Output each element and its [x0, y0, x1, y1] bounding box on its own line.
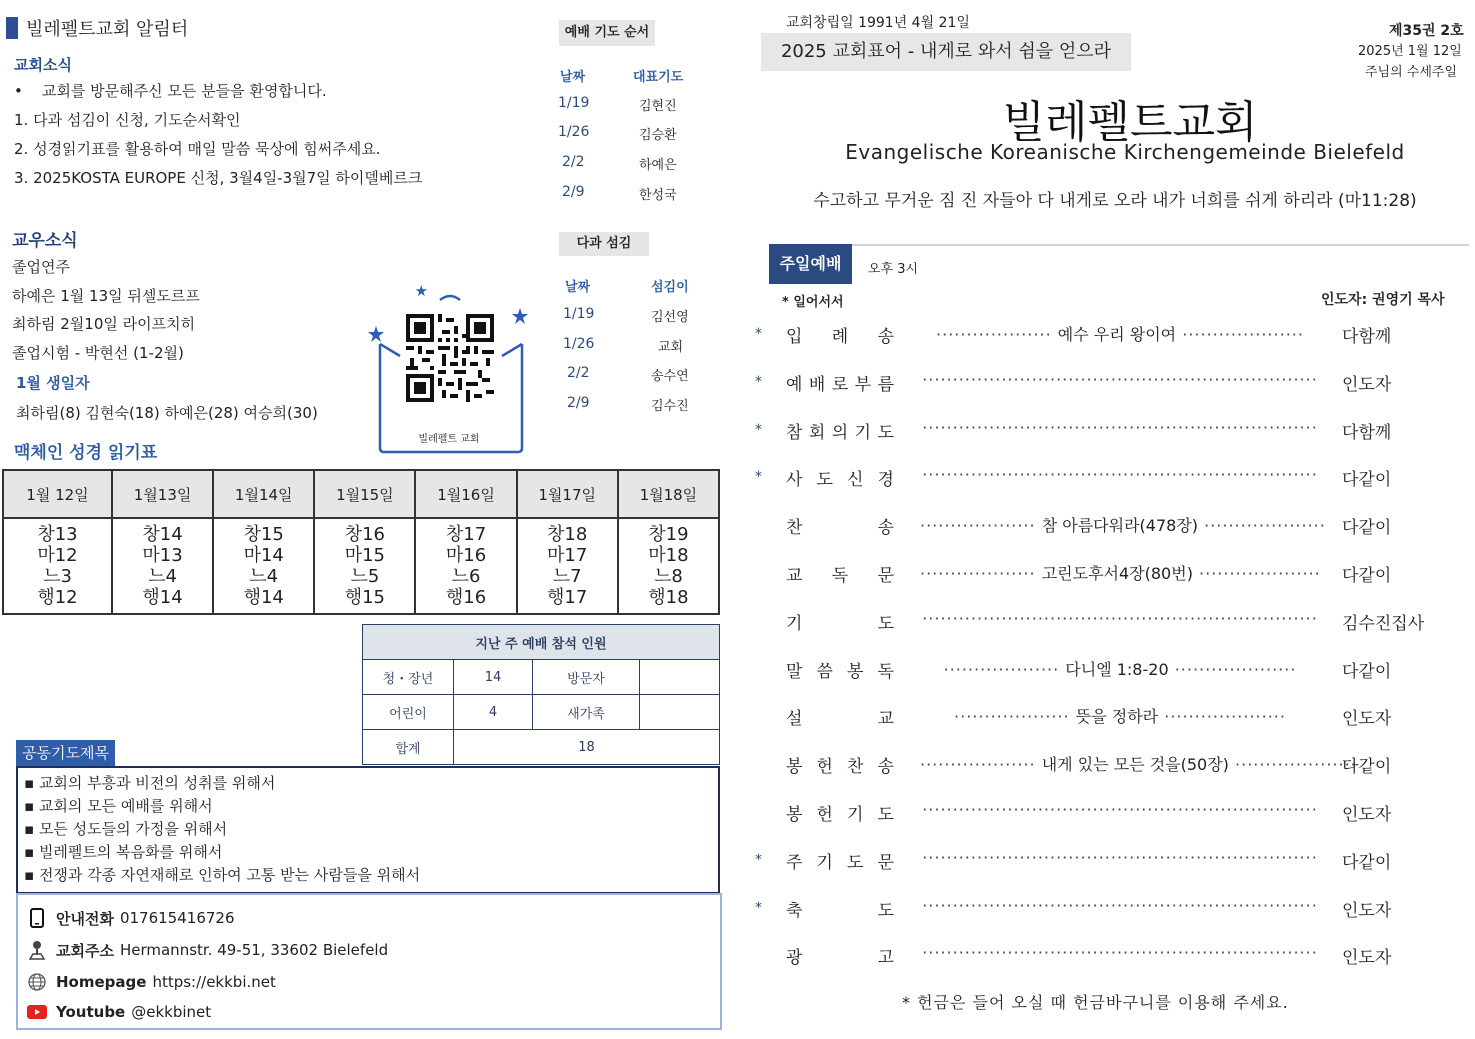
standing-marker: * — [755, 851, 762, 868]
worship-order-performer: 인도자 — [1342, 709, 1392, 730]
prayer-order-title: 예배 기도 순서 — [559, 20, 655, 46]
contact-homepage-value[interactable]: https://ekkbi.net — [152, 973, 276, 991]
snack-title: 다과 섬김 — [559, 232, 649, 256]
reading-entry: 행12 — [37, 587, 78, 608]
worship-order-content: 고린도후서4장(80번) — [1041, 564, 1193, 583]
worship-order-name — [786, 561, 894, 586]
reading-entry: 행17 — [547, 587, 588, 608]
reading-entry: 마14 — [243, 545, 284, 566]
youtube-icon — [26, 1001, 48, 1023]
snack-col-date: 날짜 — [565, 280, 591, 295]
issue-date: 2025년 1월 12일 — [1358, 44, 1462, 59]
reading-day: 1월14일 — [213, 470, 314, 518]
worship-order-detail — [920, 418, 1320, 437]
bible-verse: 수고하고 무거운 짐 진 자들아 다 내게로 오라 내가 너희를 쉬게 하리라 (마11:28) — [813, 191, 1417, 211]
worship-order-content: 뜻을 정하라 — [1075, 707, 1159, 727]
worship-order-name-char: 례 — [831, 327, 849, 347]
service-divider — [769, 244, 1469, 246]
worship-order-row — [0, 322, 1475, 352]
leader-dots: ··················· — [920, 755, 1042, 775]
bulletin-title — [6, 16, 188, 40]
church-name: 빌레펠트교회 — [1002, 97, 1258, 148]
worship-order-performer: 다함께 — [1342, 327, 1392, 347]
worship-order-performer: 다같이 — [1342, 852, 1392, 873]
reading-day: 1월15일 — [314, 470, 415, 518]
worship-order-name-char: 기 — [847, 805, 864, 825]
leader-dots: ································································· — [922, 895, 1318, 915]
worship-order-name — [786, 704, 894, 729]
worship-order-name — [786, 800, 894, 825]
prayer-topic-text: 전쟁과 각종 자연재해로 인하여 고통 받는 사람들을 위해서 — [38, 866, 421, 884]
church-news-item: 3. 2025KOSTA EUROPE 신청, 3월4일-3월7일 하이델베르크 — [14, 169, 423, 187]
worship-order-detail — [920, 943, 1320, 962]
reading-entry: 마15 — [344, 545, 386, 566]
contact-youtube-label: Youtube — [56, 1003, 126, 1021]
reading-plan-heading: 맥체인 성경 읽기표 — [14, 443, 158, 463]
globe-icon — [26, 971, 48, 993]
worship-order-detail — [920, 800, 1320, 819]
worship-order-detail — [920, 848, 1320, 867]
leader-dots: ··················· — [936, 325, 1058, 344]
reading-entry: 행16 — [445, 587, 487, 608]
prayer-topic: ▪ 전쟁과 각종 자연재해로 인하여 고통 받는 사람들을 위해서 — [24, 866, 421, 884]
standing-marker: * — [755, 373, 762, 390]
prayer-order-col-person: 대표기도 — [633, 70, 684, 85]
contact-homepage[interactable] — [26, 971, 276, 993]
prayer-order-date: 1/26 — [558, 124, 590, 140]
leader-dots: ···················· — [1168, 659, 1297, 679]
prayer-topic-text: 교회의 부흥과 비전의 성취를 위해서 — [38, 774, 276, 792]
prayer-topic: ▪ 교회의 모든 예배를 위해서 — [24, 797, 213, 815]
leader-dots: ··················· — [943, 659, 1066, 679]
worship-order-name — [786, 657, 894, 682]
worship-order-name-char: 독 — [831, 566, 849, 586]
church-news-heading: 교회소식 — [14, 56, 72, 74]
prayer-topic-text: 빌레펠트의 복음화를 위해서 — [38, 843, 223, 861]
worship-order-name-char: 참 — [786, 422, 803, 443]
reading-entry: 느8 — [653, 566, 683, 587]
service-leader: 인도자: 권영기 목사 — [1321, 292, 1445, 308]
worship-order-name-char: 도 — [877, 805, 894, 825]
reading-day: 1월18일 — [618, 470, 719, 518]
worship-order-name-char: 봉 — [786, 805, 803, 825]
attendance-total-value: 18 — [454, 730, 720, 765]
worship-order-name-char: 설 — [786, 709, 803, 730]
bulletin-title-text: 빌레펠트교회 알림터 — [26, 19, 189, 40]
worship-order-name-char: 사 — [786, 470, 803, 491]
snack-date: 1/19 — [563, 306, 595, 322]
member-news-line: 졸업연주 — [12, 258, 70, 276]
liturgical-day: 주님의 수세주일 — [1365, 65, 1458, 80]
worship-order-content: 예수 우리 왕이여 — [1057, 325, 1177, 344]
prayer-topic: ▪ 빌레펠트의 복음화를 위해서 — [24, 843, 223, 861]
attendance-kids-label: 어린이 — [363, 695, 454, 730]
worship-order-name-char: 말 — [786, 661, 803, 682]
prayer-order-col-date: 날짜 — [560, 70, 586, 85]
reading-entry: 느3 — [43, 566, 72, 587]
worship-order-detail — [920, 752, 1357, 775]
worship-order-name-char: 회 — [808, 422, 826, 443]
worship-order-name — [786, 943, 894, 968]
worship-order-detail — [920, 370, 1320, 389]
worship-order-row — [0, 465, 1475, 495]
worship-order-detail — [920, 513, 1326, 536]
worship-order-name-char: 고 — [877, 948, 894, 969]
attendance-youth-label: 청・장년 — [363, 660, 454, 695]
worship-order-name-char: 신 — [847, 470, 864, 491]
church-motto: 2025 교회표어 - 내게로 와서 쉼을 얻으라 — [761, 33, 1131, 71]
prayer-order-name: 한성국 — [639, 188, 677, 203]
worship-order-name-char: 도 — [847, 852, 864, 873]
reading-day: 1월13일 — [112, 470, 213, 518]
leader-dots: ································································· — [922, 847, 1318, 867]
worship-order-row — [0, 657, 1475, 687]
standing-note: * 일어서서 — [782, 295, 844, 310]
worship-order-row — [0, 704, 1475, 734]
worship-order-name-char: 예 — [786, 374, 803, 395]
reading-entry: 행14 — [243, 587, 284, 608]
snack-date: 2/2 — [567, 365, 590, 381]
worship-order-row — [0, 848, 1475, 878]
leader-dots: ···················· — [1228, 755, 1357, 775]
title-accent-bar — [6, 17, 18, 39]
prayer-order-date: 2/2 — [562, 154, 585, 170]
worship-order-name-char: 도 — [816, 470, 833, 491]
worship-order-detail — [920, 609, 1320, 628]
worship-order-name-char: 기 — [786, 613, 803, 634]
worship-order-row — [0, 943, 1475, 973]
worship-order-name-char: 찬 — [847, 757, 864, 778]
leader-dots: ··················· — [920, 564, 1042, 583]
prayer-order-date: 1/19 — [558, 95, 590, 111]
prayer-order-name: 김승환 — [639, 128, 677, 143]
leader-dots: ································································· — [922, 369, 1318, 389]
reading-day: 1월17일 — [517, 470, 618, 518]
reading-entry: 마12 — [37, 545, 78, 566]
reading-entry: 창17 — [445, 524, 487, 545]
church-news-item: 1. 다과 섬김이 신청, 기도순서확인 — [14, 111, 241, 129]
worship-order-name-char: 송 — [877, 757, 894, 778]
leader-dots: ··················· — [954, 707, 1076, 727]
reading-entry: 창19 — [648, 524, 689, 545]
member-news-line: 최하림 2월10일 라이프치히 — [12, 315, 196, 333]
reading-entry: 창13 — [37, 524, 78, 545]
worship-order-name-char: 도 — [877, 422, 894, 443]
attendance-newfamily-label: 새가족 — [533, 695, 640, 730]
contact-homepage-label: Homepage — [56, 973, 147, 991]
member-news-line: 졸업시험 - 박현선 (1-2월) — [12, 344, 184, 362]
church-news-bullet: • 교회를 방문해주신 모든 분들을 환영합니다. — [14, 82, 327, 100]
church-news-bullet-text: 교회를 방문해주신 모든 분들을 환영합니다. — [41, 82, 327, 100]
leader-dots: ································································· — [922, 417, 1318, 437]
leader-dots: ···················· — [1176, 325, 1304, 344]
reading-entry: 느5 — [350, 566, 380, 587]
worship-order-detail — [920, 896, 1320, 915]
worship-order-content: 내게 있는 모든 것을(50장) — [1041, 755, 1229, 775]
contact-phone-value: 017615416726 — [119, 909, 235, 927]
worship-order-row — [0, 370, 1475, 400]
worship-order-name-char: 름 — [877, 374, 894, 395]
standing-marker: * — [755, 469, 762, 486]
worship-order-name-char: 송 — [877, 327, 894, 347]
worship-order-name-char: 입 — [786, 327, 803, 347]
reading-entry: 행14 — [142, 587, 183, 608]
worship-order-name-char: 교 — [877, 709, 894, 730]
reading-entry: 느7 — [552, 566, 582, 587]
prayer-topic-text: 모든 성도들의 가정을 위해서 — [38, 820, 228, 838]
reading-entry: 창16 — [344, 524, 386, 545]
worship-order-name-char: 부 — [854, 374, 872, 395]
leader-dots: ································································· — [922, 465, 1318, 485]
leader-dots: ··················· — [920, 516, 1042, 536]
reading-entry: 창14 — [142, 524, 183, 545]
worship-order-name-char: 도 — [877, 900, 894, 921]
worship-order-row — [0, 800, 1475, 830]
prayer-order-date: 2/9 — [562, 184, 585, 200]
worship-order-name-char: 도 — [877, 613, 894, 634]
worship-order-name — [786, 322, 894, 347]
snack-date: 2/9 — [567, 395, 590, 411]
worship-order-performer: 김수진집사 — [1342, 613, 1425, 634]
snack-name: 송수연 — [651, 369, 689, 384]
standing-marker: * — [755, 899, 762, 916]
reading-entry: 느4 — [249, 566, 279, 587]
worship-order-performer: 인도자 — [1342, 900, 1392, 921]
birthday-heading: 1월 생일자 — [16, 374, 90, 392]
prayer-topic-text: 교회의 모든 예배를 위해서 — [38, 797, 213, 815]
contact-address-label: 교회주소 — [56, 941, 114, 960]
worship-order-name-char: 독 — [877, 661, 894, 682]
reading-day: 1월 12일 — [3, 470, 112, 518]
worship-order-name-char: 문 — [877, 852, 894, 873]
standing-marker: * — [755, 326, 762, 342]
birthday-list: 최하림(8) 김현숙(18) 하예은(28) 여승희(30) — [16, 404, 318, 422]
worship-order-performer: 인도자 — [1342, 948, 1392, 969]
contact-phone-label: 안내전화 — [56, 909, 114, 928]
worship-order-row — [0, 561, 1475, 591]
worship-order-name-char: 주 — [786, 852, 803, 873]
church-name-german: Evangelische Koreanische Kirchengemeinde Bielefeld — [845, 140, 1405, 164]
worship-order-performer: 다같이 — [1342, 757, 1392, 778]
reading-day: 1월16일 — [415, 470, 516, 518]
reading-entry: 마16 — [445, 545, 487, 566]
worship-order-name-char: 로 — [831, 374, 849, 395]
leader-dots: ···················· — [1158, 707, 1286, 727]
attendance-visitor-label: 방문자 — [533, 660, 640, 695]
prayer-order-name: 김현진 — [639, 99, 677, 114]
worship-order-name — [786, 465, 894, 490]
worship-order-name-char: 축 — [786, 900, 803, 921]
snack-name: 김수진 — [651, 399, 689, 414]
worship-order-name — [786, 848, 894, 873]
worship-order-name-char: 교 — [786, 566, 803, 586]
service-tag: 주일예배 — [769, 244, 852, 284]
worship-order-name-char: 광 — [786, 948, 803, 969]
worship-order-detail — [920, 561, 1320, 584]
prayer-topics-tag: 공동기도제목 — [16, 740, 115, 766]
worship-order-content: 다니엘 1:8-20 — [1065, 659, 1169, 679]
worship-order-performer: 인도자 — [1342, 374, 1392, 395]
worship-order-name-char: 기 — [854, 422, 872, 443]
standing-marker: * — [755, 421, 762, 438]
worship-order-name-char: 헌 — [816, 805, 833, 825]
worship-order-content: 참 아름다워라(478장) — [1041, 516, 1199, 536]
reading-entry: 느4 — [148, 566, 177, 587]
contact-youtube[interactable] — [26, 1001, 211, 1023]
leader-dots: ································································· — [922, 800, 1318, 819]
worship-order-name-char: 송 — [877, 518, 894, 539]
worship-order-performer: 다같이 — [1342, 661, 1392, 682]
worship-order-row — [0, 752, 1475, 782]
prayer-order-name: 하예은 — [639, 158, 677, 173]
snack-date: 1/26 — [563, 336, 595, 352]
founded-date: 교회창립일 1991년 4월 21일 — [786, 15, 970, 31]
worship-order-detail — [920, 657, 1320, 680]
worship-order-name-char: 봉 — [847, 661, 864, 682]
worship-order-name — [786, 896, 894, 921]
contact-youtube-value[interactable]: @ekkbinet — [131, 1003, 212, 1021]
worship-order-performer: 다같이 — [1342, 470, 1392, 491]
worship-order-name — [786, 513, 894, 538]
snack-name: 김선영 — [651, 310, 689, 325]
worship-order-name — [786, 418, 894, 443]
leader-dots: ···················· — [1192, 564, 1321, 583]
worship-order-row — [0, 513, 1475, 543]
attendance-table — [362, 624, 720, 765]
worship-order-performer: 다같이 — [1342, 518, 1392, 539]
worship-order-name-char: 의 — [831, 422, 849, 443]
offering-note: * 헌금은 들어 오실 때 헌금바구니를 이용해 주세요. — [902, 993, 1289, 1012]
reading-entry: 느6 — [451, 566, 481, 587]
worship-order-performer: 다같이 — [1342, 566, 1392, 586]
reading-entry: 행18 — [648, 587, 689, 608]
qr-label: 빌레펠트 교회 — [418, 434, 480, 445]
worship-order-name-char: 봉 — [786, 757, 803, 778]
attendance-total-label: 합계 — [363, 730, 454, 765]
contact-address-value: Hermannstr. 49-51, 33602 Bielefeld — [119, 941, 389, 959]
reading-entry: 마18 — [648, 545, 689, 566]
worship-order-name — [786, 609, 894, 634]
reading-entry: 창15 — [243, 524, 284, 545]
attendance-youth-value: 14 — [454, 660, 533, 695]
snack-col-person: 섬김이 — [651, 280, 689, 295]
worship-order-row — [0, 896, 1475, 926]
prayer-topic: ▪ 교회의 부흥과 비전의 성취를 위해서 — [24, 774, 276, 792]
worship-order-performer: 다함께 — [1342, 422, 1392, 443]
worship-order-name — [786, 752, 894, 777]
member-news-heading: 교우소식 — [12, 231, 78, 251]
worship-order-detail — [920, 465, 1320, 484]
leader-dots: ································································· — [922, 608, 1318, 628]
member-news-line: 하예은 1월 13일 뒤셀도르프 — [12, 287, 200, 305]
snack-name: 교회 — [658, 340, 684, 355]
prayer-topic: ▪ 모든 성도들의 가정을 위해서 — [24, 820, 228, 838]
worship-order-name-char: 경 — [877, 470, 894, 491]
attendance-kids-value: 4 — [454, 695, 533, 730]
reading-entry: 마13 — [142, 545, 183, 566]
worship-order-name-char: 씀 — [816, 661, 833, 682]
worship-order-detail — [920, 704, 1320, 727]
worship-order-name-char: 헌 — [816, 757, 833, 778]
worship-order-name-char: 문 — [877, 566, 894, 586]
church-news-item: 2. 성경읽기표를 활용하여 매일 말씀 묵상에 힘써주세요. — [14, 140, 381, 158]
leader-dots: ································································· — [922, 943, 1318, 963]
worship-order-name — [786, 370, 894, 395]
attendance-title: 지난 주 예배 참석 인원 — [363, 625, 720, 660]
leader-dots: ···················· — [1198, 516, 1326, 536]
issue-volume: 제35권 2호 — [1389, 23, 1464, 39]
worship-order-row — [0, 609, 1475, 639]
reading-entry: 마17 — [547, 545, 588, 566]
worship-order-row — [0, 418, 1475, 448]
service-time: 오후 3시 — [868, 262, 919, 277]
worship-order-name-char: 찬 — [786, 518, 803, 539]
worship-order-name-char: 배 — [808, 374, 826, 395]
worship-order-performer: 인도자 — [1342, 805, 1392, 825]
reading-entry: 창18 — [547, 524, 588, 545]
worship-order-detail — [920, 322, 1320, 345]
reading-entry: 행15 — [344, 587, 386, 608]
worship-order-name-char: 기 — [816, 852, 833, 873]
